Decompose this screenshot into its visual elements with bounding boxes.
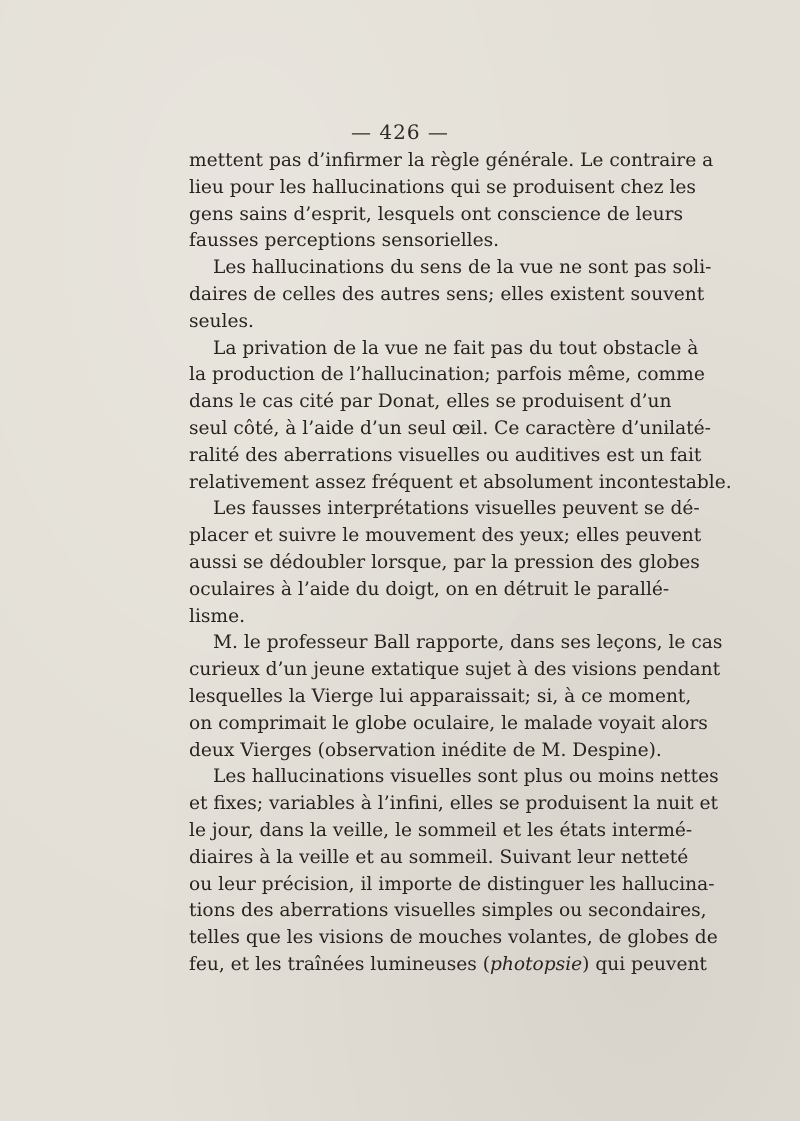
- paragraph: [189, 255, 712, 335]
- text-line: ou leur précision, il importe de distinguer les hallucina-: [189, 873, 715, 895]
- text-line: mettent pas d’infirmer la règle générale. Le contraire a: [189, 150, 714, 171]
- text-line: La privation de la vue ne fait pas du tout obstacle à: [213, 337, 699, 359]
- paragraph: [189, 336, 732, 497]
- body-text: [189, 148, 732, 979]
- paragraph: [189, 496, 702, 630]
- text-line: lesquelles la Vierge lui apparaissait; si, à ce moment,: [189, 685, 692, 707]
- text-line: ralité des aberrations visuelles ou auditives est un fait: [189, 444, 702, 466]
- text-line: oculaires à l’aide du doigt, on en détruit le parallé-: [189, 578, 670, 600]
- text-line: lisme.: [189, 605, 245, 627]
- text-line: deux Vierges (observation inédite de M. Despine).: [189, 739, 662, 761]
- text-line: relativement assez fréquent et absolument incontestable.: [189, 471, 732, 493]
- text-line: on comprimait le globe oculaire, le malade voyait alors: [189, 712, 708, 734]
- paragraph: [189, 764, 719, 978]
- text-line: M. le professeur Ball rapporte, dans ses leçons, le cas: [213, 632, 723, 654]
- text-line: daires de celles des autres sens; elles existent souvent: [189, 283, 705, 305]
- text-line: fausses perceptions sensorielles.: [189, 230, 500, 252]
- paragraph: [189, 630, 723, 764]
- text-line: le jour, dans la veille, le sommeil et les états intermé-: [189, 819, 693, 841]
- text-line: curieux d’un jeune extatique sujet à des visions pendant: [189, 659, 721, 681]
- text-line: aussi se dédoubler lorsque, par la pression des globes: [189, 551, 700, 573]
- page-number: — 426 —: [351, 120, 449, 144]
- paragraph: [189, 148, 714, 255]
- italic-term: photopsie: [490, 953, 583, 975]
- text-line: [189, 952, 707, 979]
- text-line: diaires à la veille et au sommeil. Suivant leur netteté: [189, 846, 689, 868]
- text-line: et fixes; variables à l’infini, elles se produisent la nuit et: [189, 793, 718, 815]
- text-line: gens sains d’esprit, lesquels ont conscience de leurs: [189, 203, 684, 225]
- text-line: seules.: [189, 310, 254, 332]
- text-line: seul côté, à l’aide d’un seul œil. Ce caractère d’unilaté-: [189, 417, 711, 439]
- text-line: Les hallucinations du sens de la vue ne sont pas soli-: [213, 257, 712, 279]
- text-line: placer et suivre le mouvement des yeux; elles peuvent: [189, 525, 702, 547]
- text-line: telles que les visions de mouches volantes, de globes de: [189, 927, 718, 949]
- text-line: dans le cas cité par Donat, elles se produisent d’un: [189, 391, 672, 413]
- text-segment: ) qui peuvent: [582, 953, 707, 975]
- text-line: Les fausses interprétations visuelles peuvent se dé-: [213, 498, 700, 520]
- text-line: la production de l’hallucination; parfois même, comme: [189, 364, 705, 386]
- text-segment: feu, et les traînées lumineuses (: [189, 953, 491, 975]
- text-line: lieu pour les hallucinations qui se produisent chez les: [189, 176, 696, 198]
- text-line: tions des aberrations visuelles simples ou secondaires,: [189, 900, 707, 922]
- text-line: Les hallucinations visuelles sont plus ou moins nettes: [213, 766, 719, 788]
